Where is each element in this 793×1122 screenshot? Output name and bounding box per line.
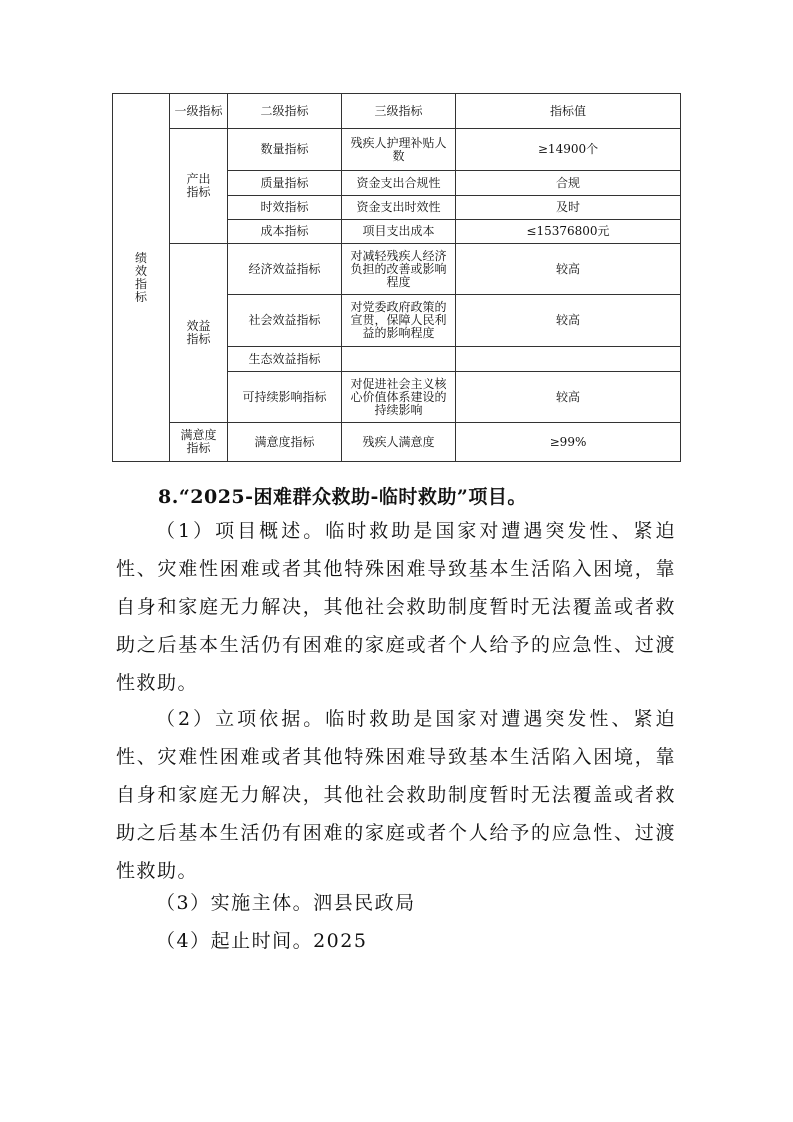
group-benefit-label [170, 244, 228, 423]
row-value: 较高 [456, 295, 681, 347]
row-level3: 资金支出时效性 [342, 196, 456, 220]
paragraph-overview: （1）项目概述。临时救助是国家对遭遇突发性、紧迫性、灾难性困难或者其他特殊困难导致基本生活陷入困境，靠自身和家庭无力解决，其他社会救助制度暂时无法覆盖或者救助之后基本生活仍有困难的家庭或者个人给予的应急性、过渡性救助。 [116, 520, 676, 694]
row-level3: 项目支出成本 [342, 220, 456, 244]
col1-label: 绩效指标 [134, 250, 147, 304]
row-level3: 对减轻残疾人经济负担的改善或影响程度 [342, 244, 456, 295]
paragraph-implementer: （3）实施主体。泗县民政局 [156, 892, 416, 914]
row-level2: 社会效益指标 [228, 295, 342, 347]
row-level2: 数量指标 [228, 129, 342, 171]
row-value: ≥99% [456, 423, 681, 462]
row-level3: 残疾人满意度 [342, 423, 456, 462]
paragraph-basis: （2）立项依据。临时救助是国家对遭遇突发性、紧迫性、灾难性困难或者其他特殊困难导致基本生活陷入困境，靠自身和家庭无力解决，其他社会救助制度暂时无法覆盖或者救助之后基本生活仍有困难的家庭或者个人给予的应急性、过渡性救助。 [116, 708, 676, 882]
group-label: 效益指标 [186, 319, 211, 346]
header-level2: 二级指标 [228, 94, 342, 129]
row-level3: 资金支出合规性 [342, 171, 456, 196]
header-level1: 一级指标 [170, 94, 228, 129]
row-value: 合规 [456, 171, 681, 196]
paragraph-period: （4）起止时间。2025 [156, 930, 368, 952]
col1-label-cell [113, 94, 170, 462]
row-level2: 时效指标 [228, 196, 342, 220]
row-value [456, 347, 681, 372]
performance-indicator-table [112, 93, 681, 462]
row-value: ≥14900个 [456, 129, 681, 171]
row-level2: 成本指标 [228, 220, 342, 244]
row-level2: 满意度指标 [228, 423, 342, 462]
group-satisfaction-label [170, 423, 228, 462]
row-level3: 对党委政府政策的宣贯，保障人民利益的影响程度 [342, 295, 456, 347]
row-value: 及时 [456, 196, 681, 220]
row-level3: 残疾人护理补贴人数 [342, 129, 456, 171]
group-output-label [170, 129, 228, 244]
row-value: ≤15376800元 [456, 220, 681, 244]
row-value: 较高 [456, 244, 681, 295]
group-label: 满意度指标 [180, 428, 217, 455]
row-level2: 经济效益指标 [228, 244, 342, 295]
row-level3 [342, 347, 456, 372]
row-level3: 对促进社会主义核心价值体系建设的持续影响 [342, 372, 456, 423]
section-title: 8.“2025-困难群众救助-临时救助”项目。 [158, 486, 527, 508]
row-value: 较高 [456, 372, 681, 423]
header-value: 指标值 [456, 94, 681, 129]
group-label: 产出指标 [186, 172, 211, 199]
row-level2: 可持续影响指标 [228, 372, 342, 423]
row-level2: 质量指标 [228, 171, 342, 196]
header-level3: 三级指标 [342, 94, 456, 129]
row-level2: 生态效益指标 [228, 347, 342, 372]
